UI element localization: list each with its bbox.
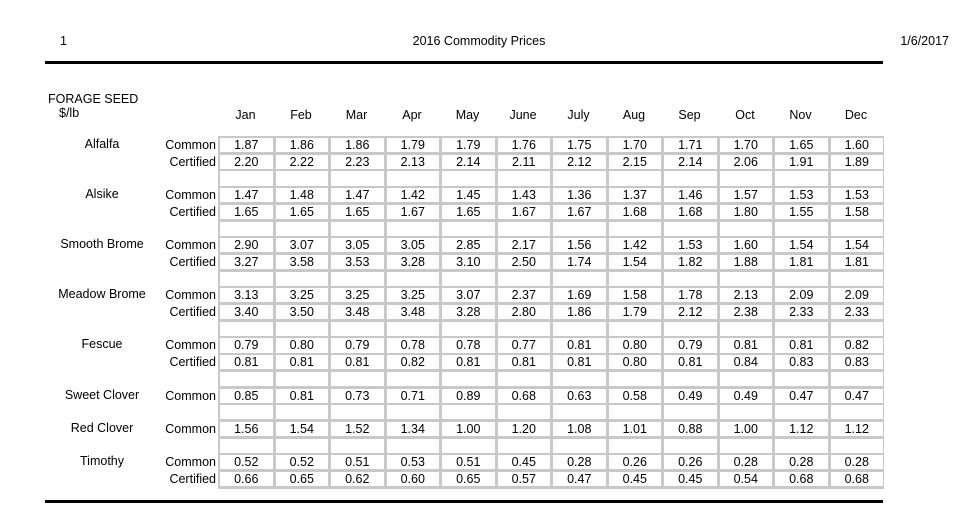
price-cell: 2.12 (664, 305, 717, 319)
price-cell: 1.82 (664, 255, 717, 269)
spacer-cell (331, 372, 384, 386)
spacer-cell (498, 405, 551, 419)
spacer-cell (387, 405, 440, 419)
price-cell: 3.05 (331, 238, 384, 252)
price-cell: 0.77 (498, 338, 551, 352)
spacer-cell (720, 372, 773, 386)
price-cell: 0.57 (498, 472, 551, 486)
price-cell: 3.28 (387, 255, 440, 269)
spacer-cell (276, 439, 329, 453)
spacer-cell (387, 322, 440, 336)
price-cell: 1.65 (442, 205, 495, 219)
price-cell: 0.85 (220, 389, 273, 403)
price-cell: 3.07 (442, 288, 495, 302)
section-heading (48, 92, 138, 120)
price-cell: 1.74 (553, 255, 606, 269)
price-cell: 1.70 (609, 138, 662, 152)
grade-label: Common (165, 388, 216, 403)
spacer-cell (331, 405, 384, 419)
spacer-cell (276, 171, 329, 185)
crop-name: Red Clover (70, 420, 134, 435)
spacer-cell (220, 372, 273, 386)
price-cell: 0.80 (609, 355, 662, 369)
grade-label: Certified (169, 355, 216, 370)
spacer-cell (720, 222, 773, 236)
price-cell: 0.63 (553, 389, 606, 403)
price-cell: 1.81 (775, 255, 828, 269)
spacer-cell (331, 439, 384, 453)
price-cell: 1.47 (331, 188, 384, 202)
price-cell: 1.86 (553, 305, 606, 319)
spacer-cell (720, 272, 773, 286)
price-cell: 2.09 (775, 288, 828, 302)
price-cell: 3.27 (220, 255, 273, 269)
grade-label: Certified (169, 204, 216, 219)
bottom-rule (45, 500, 883, 503)
price-cell: 1.58 (831, 205, 884, 219)
spacer-cell (609, 405, 662, 419)
price-cell: 1.76 (498, 138, 551, 152)
spacer-cell (664, 439, 717, 453)
spacer-cell (220, 222, 273, 236)
spacer-cell (387, 171, 440, 185)
spacer-cell (276, 405, 329, 419)
price-cell: 1.68 (609, 205, 662, 219)
price-cell: 1.86 (331, 138, 384, 152)
price-cell: 0.47 (775, 389, 828, 403)
spacer-cell (442, 322, 495, 336)
grade-label: Common (165, 238, 216, 253)
spacer-cell (720, 171, 773, 185)
price-cell: 0.49 (664, 389, 717, 403)
section-title: FORAGE SEED (48, 92, 139, 106)
price-cell: 0.28 (720, 455, 773, 469)
spacer-cell (498, 439, 551, 453)
spacer-cell (609, 171, 662, 185)
price-cell: 1.12 (775, 422, 828, 436)
spacer-cell (220, 405, 273, 419)
price-cell: 3.07 (276, 238, 329, 252)
price-cell: 0.54 (720, 472, 773, 486)
spacer-cell (276, 272, 329, 286)
price-cell: 0.80 (609, 338, 662, 352)
price-cell: 1.88 (720, 255, 773, 269)
grade-label: Common (165, 138, 216, 152)
price-cell: 0.81 (498, 355, 551, 369)
price-cell: 0.81 (276, 355, 329, 369)
price-cell: 2.09 (831, 288, 884, 302)
price-cell: 0.78 (387, 338, 440, 352)
spacer-cell (442, 372, 495, 386)
spacer-cell (553, 439, 606, 453)
price-cell: 0.79 (220, 338, 273, 352)
price-cell: 2.33 (775, 305, 828, 319)
spacer-cell (664, 405, 717, 419)
price-cell: 0.26 (664, 455, 717, 469)
spacer-cell (664, 222, 717, 236)
page-title: 2016 Commodity Prices (412, 34, 546, 48)
price-cell: 1.75 (553, 138, 606, 152)
price-cell: 2.50 (498, 255, 551, 269)
price-cell: 0.53 (387, 455, 440, 469)
spacer-cell (276, 222, 329, 236)
spacer-cell (276, 372, 329, 386)
price-cell: 0.83 (831, 355, 884, 369)
crop-name: Sweet Clover (64, 387, 140, 402)
price-cell: 1.42 (609, 238, 662, 252)
month-header: May (455, 108, 480, 122)
price-cell: 1.56 (553, 238, 606, 252)
spacer-cell (664, 322, 717, 336)
spacer-cell (220, 272, 273, 286)
price-cell: 1.08 (553, 422, 606, 436)
price-cell: 0.81 (276, 389, 329, 403)
price-cell: 1.58 (609, 288, 662, 302)
price-cell: 2.80 (498, 305, 551, 319)
price-cell: 0.47 (553, 472, 606, 486)
price-cell: 1.48 (276, 188, 329, 202)
crop-name: Meadow Brome (58, 287, 146, 302)
price-cell: 1.79 (609, 305, 662, 319)
price-cell: 2.23 (331, 155, 384, 169)
price-cell: 0.83 (775, 355, 828, 369)
spacer-cell (831, 405, 884, 419)
spacer-cell (831, 322, 884, 336)
price-cell: 0.60 (387, 472, 440, 486)
price-cell: 0.68 (831, 472, 884, 486)
price-cell: 1.67 (498, 205, 551, 219)
price-cell: 3.53 (331, 255, 384, 269)
grade-label: Common (165, 338, 216, 353)
spacer-cell (775, 322, 828, 336)
price-cell: 0.88 (664, 422, 717, 436)
spacer-cell (831, 439, 884, 453)
price-cell: 2.20 (220, 155, 273, 169)
price-cell: 0.52 (276, 455, 329, 469)
crop-name: Alsike (85, 187, 119, 202)
spacer-cell (664, 171, 717, 185)
price-cell: 1.01 (609, 422, 662, 436)
price-cell: 3.50 (276, 305, 329, 319)
price-cell: 2.38 (720, 305, 773, 319)
price-grid (218, 136, 884, 489)
price-cell: 1.60 (720, 238, 773, 252)
price-cell: 1.45 (442, 188, 495, 202)
price-cell: 2.13 (720, 288, 773, 302)
spacer-cell (331, 322, 384, 336)
price-cell: 1.70 (720, 138, 773, 152)
price-cell: 3.28 (442, 305, 495, 319)
price-cell: 2.06 (720, 155, 773, 169)
spacer-cell (387, 372, 440, 386)
price-cell: 0.52 (220, 455, 273, 469)
spacer-cell (553, 272, 606, 286)
month-header: Oct (735, 108, 755, 122)
price-cell: 3.25 (276, 288, 329, 302)
price-cell: 1.87 (220, 138, 273, 152)
price-cell: 0.28 (831, 455, 884, 469)
spacer-cell (498, 171, 551, 185)
price-cell: 1.79 (387, 138, 440, 152)
spacer-cell (498, 272, 551, 286)
spacer-cell (553, 405, 606, 419)
price-cell: 1.65 (331, 205, 384, 219)
spacer-cell (831, 272, 884, 286)
price-cell: 0.80 (276, 338, 329, 352)
price-cell: 0.45 (664, 472, 717, 486)
price-cell: 1.20 (498, 422, 551, 436)
price-cell: 2.13 (387, 155, 440, 169)
spacer-cell (831, 171, 884, 185)
spacer-cell (775, 222, 828, 236)
price-cell: 1.46 (664, 188, 717, 202)
price-cell: 0.28 (775, 455, 828, 469)
price-cell: 1.54 (831, 238, 884, 252)
spacer-cell (331, 171, 384, 185)
spacer-cell (498, 372, 551, 386)
spacer-cell (720, 439, 773, 453)
price-cell: 0.73 (331, 389, 384, 403)
price-cell: 1.81 (831, 255, 884, 269)
spacer-cell (331, 222, 384, 236)
price-cell: 0.81 (331, 355, 384, 369)
price-cell: 3.05 (387, 238, 440, 252)
price-cell: 1.55 (775, 205, 828, 219)
price-cell: 1.78 (664, 288, 717, 302)
price-cell: 2.85 (442, 238, 495, 252)
price-cell: 0.81 (553, 355, 606, 369)
price-cell: 0.68 (498, 389, 551, 403)
price-cell: 0.78 (442, 338, 495, 352)
crop-name: Smooth Brome (60, 237, 144, 252)
month-header: June (509, 108, 537, 122)
price-cell: 0.66 (220, 472, 273, 486)
price-cell: 1.36 (553, 188, 606, 202)
spacer-cell (442, 171, 495, 185)
spacer-cell (553, 322, 606, 336)
month-header: Nov (789, 108, 812, 122)
crop-name: Fescue (81, 337, 123, 352)
spacer-cell (720, 405, 773, 419)
spacer-cell (220, 322, 273, 336)
price-cell: 1.52 (331, 422, 384, 436)
price-cell: 0.81 (720, 338, 773, 352)
spacer-cell (831, 222, 884, 236)
price-cell: 2.22 (276, 155, 329, 169)
price-cell: 2.14 (664, 155, 717, 169)
price-cell: 0.26 (609, 455, 662, 469)
spacer-cell (664, 272, 717, 286)
price-cell: 2.90 (220, 238, 273, 252)
price-cell: 0.81 (664, 355, 717, 369)
spacer-cell (442, 439, 495, 453)
spacer-cell (775, 439, 828, 453)
section-unit: $/lb (59, 106, 80, 120)
spacer-cell (775, 372, 828, 386)
grade-label: Common (165, 421, 216, 436)
price-cell: 0.84 (720, 355, 773, 369)
price-cell: 1.53 (831, 188, 884, 202)
spacer-cell (220, 171, 273, 185)
price-cell: 0.71 (387, 389, 440, 403)
price-cell: 2.17 (498, 238, 551, 252)
spacer-cell (498, 322, 551, 336)
price-cell: 2.14 (442, 155, 495, 169)
price-cell: 0.65 (276, 472, 329, 486)
price-cell: 1.69 (553, 288, 606, 302)
spacer-cell (498, 222, 551, 236)
spacer-cell (276, 322, 329, 336)
price-cell: 1.80 (720, 205, 773, 219)
spacer-cell (609, 222, 662, 236)
spacer-cell (442, 222, 495, 236)
price-cell: 1.68 (664, 205, 717, 219)
spacer-cell (442, 272, 495, 286)
price-cell: 1.00 (442, 422, 495, 436)
price-cell: 0.65 (442, 472, 495, 486)
spacer-cell (442, 405, 495, 419)
spacer-cell (553, 222, 606, 236)
price-cell: 2.12 (553, 155, 606, 169)
month-header: Mar (345, 108, 368, 122)
price-cell: 0.51 (442, 455, 495, 469)
price-cell: 1.54 (276, 422, 329, 436)
spacer-cell (387, 439, 440, 453)
price-cell: 1.71 (664, 138, 717, 152)
spacer-cell (553, 372, 606, 386)
price-cell: 1.89 (831, 155, 884, 169)
spacer-cell (831, 372, 884, 386)
price-cell: 1.34 (387, 422, 440, 436)
price-cell: 0.82 (387, 355, 440, 369)
grade-label: Certified (169, 254, 216, 269)
grade-label: Certified (169, 305, 216, 319)
price-cell: 0.45 (498, 455, 551, 469)
price-cell: 0.68 (775, 472, 828, 486)
price-cell: 0.81 (442, 355, 495, 369)
month-header: July (567, 108, 590, 122)
spacer-cell (387, 272, 440, 286)
price-cell: 1.42 (387, 188, 440, 202)
grade-label: Common (165, 288, 216, 303)
price-cell: 3.10 (442, 255, 495, 269)
price-cell: 1.56 (220, 422, 273, 436)
price-cell: 1.65 (276, 205, 329, 219)
price-cell: 1.57 (720, 188, 773, 202)
price-cell: 1.53 (664, 238, 717, 252)
price-cell: 3.48 (387, 305, 440, 319)
spacer-cell (220, 439, 273, 453)
month-header: Sep (678, 108, 701, 122)
spacer-cell (775, 405, 828, 419)
price-cell: 1.60 (831, 138, 884, 152)
price-cell: 0.51 (331, 455, 384, 469)
grade-label: Certified (169, 472, 216, 486)
price-cell: 2.15 (609, 155, 662, 169)
price-cell: 2.37 (498, 288, 551, 302)
price-cell: 1.91 (775, 155, 828, 169)
spacer-cell (609, 439, 662, 453)
crop-name: Alfalfa (84, 137, 120, 151)
price-cell: 0.28 (553, 455, 606, 469)
price-cell: 1.37 (609, 188, 662, 202)
page-number: 1 (60, 34, 67, 48)
price-cell: 0.79 (331, 338, 384, 352)
crop-name: Timothy (80, 454, 124, 469)
price-cell: 3.25 (331, 288, 384, 302)
spacer-cell (553, 171, 606, 185)
price-cell: 0.82 (831, 338, 884, 352)
price-cell: 1.47 (220, 188, 273, 202)
spacer-cell (775, 272, 828, 286)
price-cell: 3.13 (220, 288, 273, 302)
price-cell: 0.45 (609, 472, 662, 486)
spacer-cell (331, 272, 384, 286)
report-date: 1/6/2017 (900, 34, 949, 48)
price-cell: 3.48 (331, 305, 384, 319)
price-cell: 1.12 (831, 422, 884, 436)
grade-label: Common (165, 455, 216, 470)
spacer-cell (387, 222, 440, 236)
month-header: Dec (844, 108, 868, 122)
price-cell: 1.65 (775, 138, 828, 152)
price-cell: 3.58 (276, 255, 329, 269)
price-cell: 1.53 (775, 188, 828, 202)
price-cell: 1.54 (609, 255, 662, 269)
month-header: Jan (235, 108, 256, 122)
price-cell: 1.67 (387, 205, 440, 219)
grade-label: Certified (169, 154, 216, 169)
price-cell: 1.54 (775, 238, 828, 252)
grade-label: Common (165, 188, 216, 203)
price-cell: 1.43 (498, 188, 551, 202)
price-cell: 1.86 (276, 138, 329, 152)
month-header: Aug (622, 108, 646, 122)
spacer-cell (775, 171, 828, 185)
spacer-cell (720, 322, 773, 336)
price-cell: 1.00 (720, 422, 773, 436)
spacer-cell (664, 372, 717, 386)
price-cell: 1.79 (442, 138, 495, 152)
spacer-cell (609, 372, 662, 386)
price-cell: 0.58 (609, 389, 662, 403)
price-cell: 0.62 (331, 472, 384, 486)
price-cell: 0.89 (442, 389, 495, 403)
price-cell: 2.33 (831, 305, 884, 319)
month-header: Feb (290, 108, 312, 122)
top-rule (45, 61, 883, 64)
price-cell: 2.11 (498, 155, 551, 169)
price-cell: 3.40 (220, 305, 273, 319)
spacer-cell (609, 272, 662, 286)
price-cell: 0.79 (664, 338, 717, 352)
month-header: Apr (402, 108, 422, 122)
price-cell: 0.81 (775, 338, 828, 352)
price-cell: 0.47 (831, 389, 884, 403)
price-cell: 0.81 (553, 338, 606, 352)
price-cell: 1.67 (553, 205, 606, 219)
price-cell: 3.25 (387, 288, 440, 302)
price-cell: 0.81 (220, 355, 273, 369)
price-cell: 0.49 (720, 389, 773, 403)
spacer-cell (609, 322, 662, 336)
price-cell: 1.65 (220, 205, 273, 219)
